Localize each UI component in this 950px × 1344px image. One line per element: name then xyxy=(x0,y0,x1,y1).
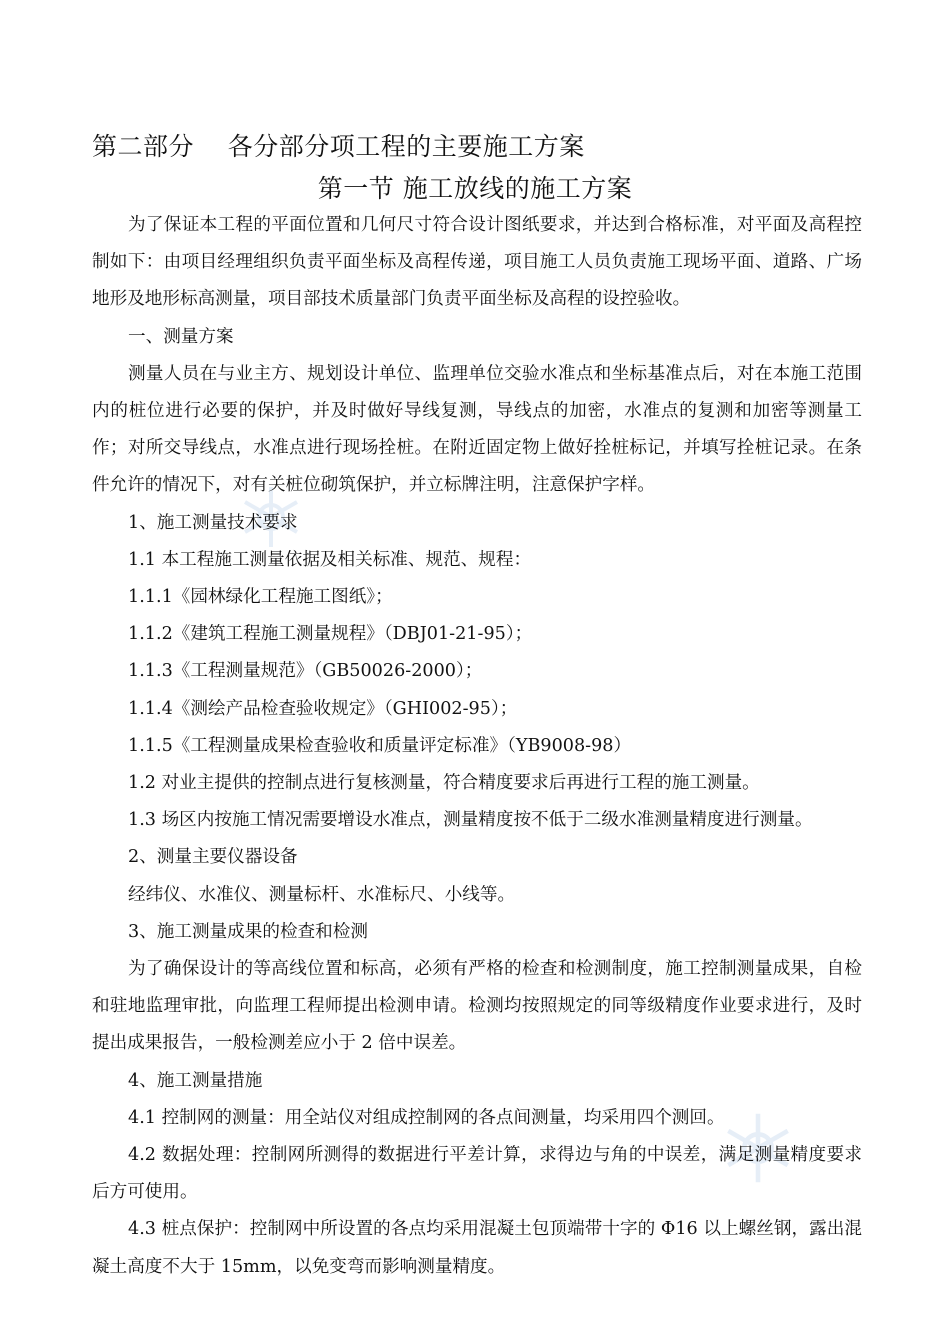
list-item: 1.3 场区内按施工情况需要增设水准点，测量精度按不低于二级水准测量精度进行测量。 xyxy=(128,810,813,831)
part-title: 第二部分 各分部分项工程的主要施工方案 xyxy=(92,132,585,161)
paragraph: 经纬仪、水准仪、测量标杆、水准标尺、小线等。 xyxy=(128,884,516,905)
subheading: 4、施工测量措施 xyxy=(128,1070,263,1091)
paragraph: 测量人员在与业主方、规划设计单位、监理单位交验水准点和坐标基准点后，对在本施工范围内的桩位进行必要的保护，并及时做好导线复测，导线点的加密，水准点的复测和加密等测量工作；对所交导线点，水准点进行现场拴桩。在附近固定物上做好拴桩标记，并填写拴桩记录。在条件允许的情况下，对有关桩位砌筑保护，并立标牌注明，注意保护字样。 xyxy=(92,363,862,496)
list-item: 4.3 桩点保护：控制网中所设置的各点均采用混凝土包顶端带十字的 Φ16 以上螺丝钢，露出混凝土高度不大于 15mm，以免变弯而影响测量精度。 xyxy=(92,1219,862,1277)
subheading: 一、测量方案 xyxy=(128,326,234,347)
list-item: 1.2 对业主提供的控制点进行复核测量，符合精度要求后再进行工程的施工测量。 xyxy=(128,773,760,794)
subheading: 3、施工测量成果的检查和检测 xyxy=(128,921,368,942)
paragraph: 为了确保设计的等高线位置和标高，必须有严格的检查和检测制度，施工控制测量成果，自检和驻地监理审批，向监理工程师提出检测申请。检测均按照规定的同等级精度作业要求进行，及时提出成果报告，一般检测差应小于 2 倍中误差。 xyxy=(92,959,862,1054)
subheading: 1、施工测量技术要求 xyxy=(128,512,298,533)
list-item: 1.1.5《工程测量成果检查验收和质量评定标准》（YB9008-98） xyxy=(128,735,632,756)
list-item: 1.1.1《园林绿化工程施工图纸》； xyxy=(128,587,393,608)
section-title: 第一节 施工放线的施工方案 xyxy=(317,174,633,203)
document-body xyxy=(92,207,862,1286)
list-item: 4.2 数据处理：控制网所测得的数据进行平差计算，求得边与角的中误差，满足测量精度要求后方可使用。 xyxy=(92,1145,862,1203)
list-item: 1.1 本工程施工测量依据及相关标准、规范、规程： xyxy=(128,549,532,570)
list-item: 1.1.3《工程测量规范》（GB50026-2000）； xyxy=(128,661,483,682)
list-item: 1.1.4《测绘产品检查验收规定》（GHI002-95）； xyxy=(128,698,518,719)
subheading: 2、测量主要仪器设备 xyxy=(128,847,298,868)
paragraph: 为了保证本工程的平面位置和几何尺寸符合设计图纸要求，并达到合格标准，对平面及高程控制如下：由项目经理组织负责平面坐标及高程传递，项目施工人员负责施工现场平面、道路、广场地形及地形标高测量，项目部技术质量部门负责平面坐标及高程的设控验收。 xyxy=(92,215,862,310)
list-item: 4.1 控制网的测量：用全站仪对组成控制网的各点间测量，均采用四个测回。 xyxy=(128,1107,725,1128)
list-item: 1.1.2《建筑工程施工测量规程》（DBJ01-21-95）； xyxy=(128,624,533,645)
